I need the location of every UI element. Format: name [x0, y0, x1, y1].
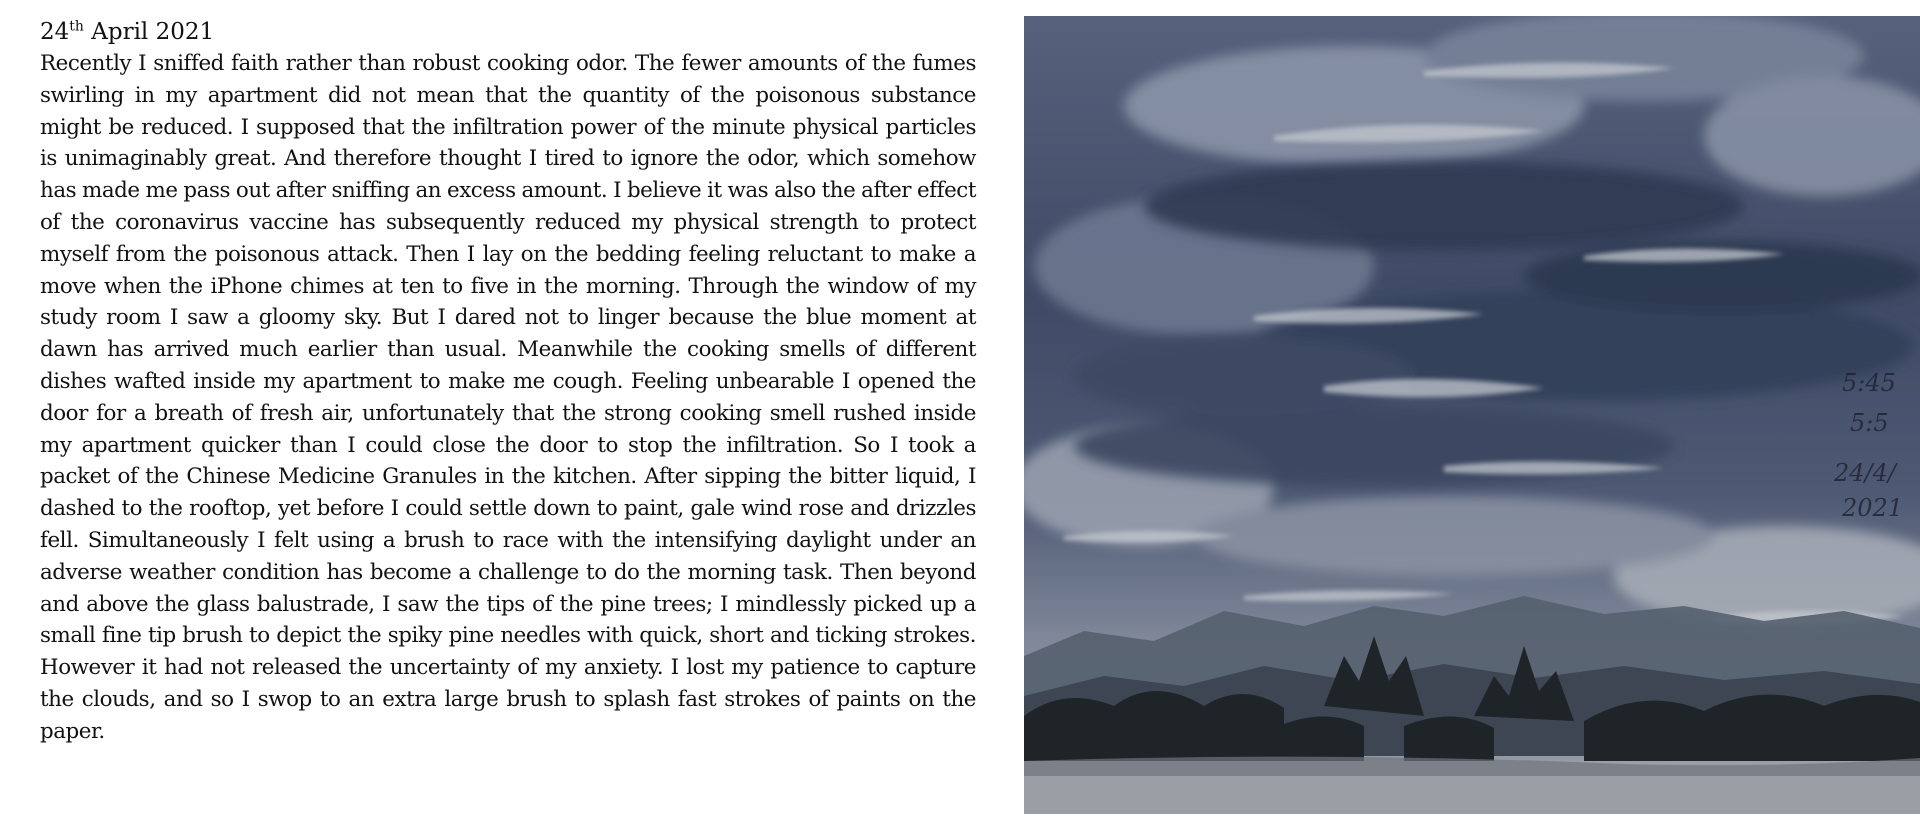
- journal-entry: [40, 16, 976, 748]
- signature-line-2: 5:5: [1850, 409, 1889, 437]
- entry-date-suffix: th: [69, 18, 84, 35]
- watercolor-painting: [1024, 16, 1920, 814]
- entry-date-day: 24: [40, 19, 70, 45]
- signature-line-3: 24/4/: [1834, 459, 1896, 487]
- signature-line-4: 2021: [1842, 494, 1904, 522]
- painting-canvas: [1024, 16, 1920, 814]
- entry-date: [40, 16, 976, 48]
- signature-line-1: 5:45: [1842, 369, 1896, 397]
- entry-body: Recently I sniffed faith rather than robust cooking odor. The fewer amounts of the fumes swirling in my apartment did not mean that the quantity of the poisonous substance might be reduced. I supposed that the infiltration power of the minute physical particles is unimaginably great. And therefore thought I tired to ignore the odor, which somehow has made me pass out after sniffing an excess amount. I believe it was also the after effect of the coronavirus vaccine has subsequently reduced my physical strength to protect myself from the poisonous attack. Then I lay on the bedding feeling reluctant to make a move when the iPhone chimes at ten to five in the morning. Through the window of my study room I saw a gloomy sky. But I dared not to linger because the blue moment at dawn has arrived much earlier than usual. Meanwhile the cooking smells of different dishes wafted inside my apartment to make me cough. Feeling unbearable I opened the door for a breath of fresh air, unfortunately that the strong cooking smell rushed inside my apartment quicker than I could close the door to stop the infiltration. So I took a packet of the Chinese Medicine Granules in the kitchen. After sipping the bitter liquid, I dashed to the rooftop, yet before I could settle down to paint, gale wind rose and drizzles fell. Simultaneously I felt using a brush to race with the intensifying daylight under an adverse weather condition has become a challenge to do the morning task. Then beyond and above the glass balustrade, I saw the tips of the pine trees; I mindlessly picked up a small fine tip brush to depict the spiky pine needles with quick, short and ticking strokes. However it had not released the uncertainty of my anxiety. I lost my patience to capture the clouds, and so I swop to an extra large brush to splash fast strokes of paints on the paper.: [40, 51, 976, 744]
- entry-date-rest: April 2021: [83, 19, 215, 45]
